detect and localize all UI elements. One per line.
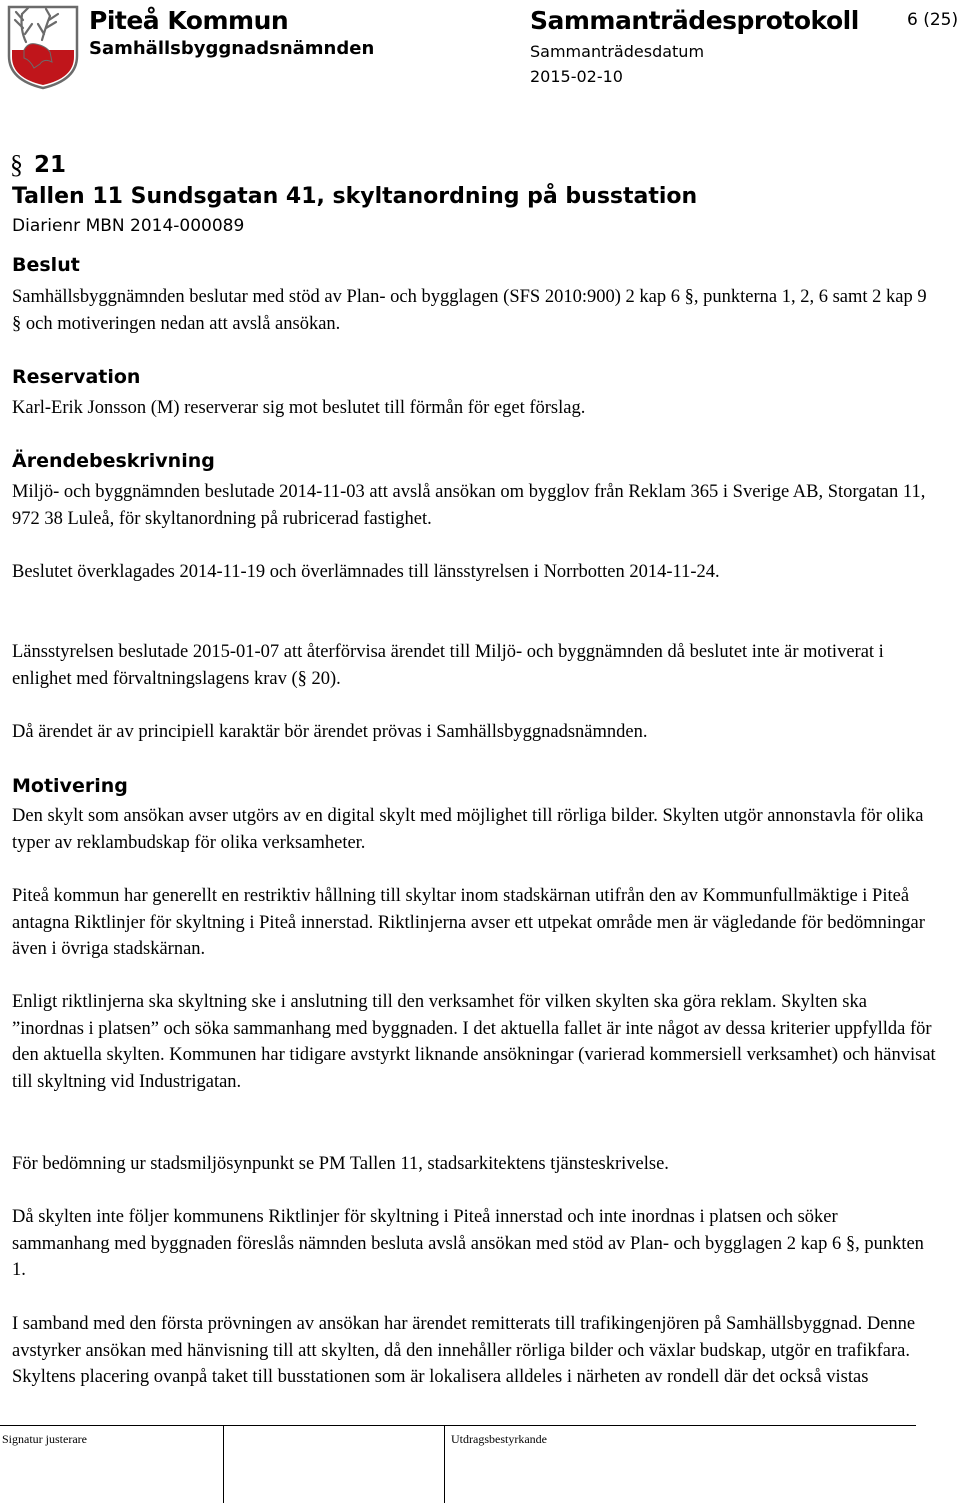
footer-column-divider xyxy=(223,1425,224,1503)
meeting-date: 2015-02-10 xyxy=(530,67,623,86)
page-number: 6 (25) xyxy=(907,10,959,30)
arendebeskrivning-paragraph: Då ärendet är av principiell karaktär bör ärendet prövas i Samhällsbyggnadsnämnden. xyxy=(12,722,648,742)
motivering-paragraph: Den skylt som ansökan avser utgörs av en digital skylt med möjlighet till rörliga bilder. Skylten utgör annonstavla för olika typer av reklambudskap för olika verksamheter. xyxy=(12,806,924,853)
section-heading-arendebeskrivning: Ärendebeskrivning xyxy=(12,450,215,472)
arendebeskrivning-paragraph: Miljö- och byggnämnden beslutade 2014-11-03 att avslå ansökan om bygglov från Reklam 365 i Sverige AB, Storgatan 11, 972 38 Luleå, för skyltanordning på rubricerad fastighet. xyxy=(12,482,926,529)
case-title: Tallen 11 Sundsgatan 41, skyltanordning på busstation xyxy=(12,184,698,209)
meeting-date-label: Sammanträdesdatum xyxy=(530,42,705,61)
motivering-paragraph: För bedömning ur stadsmiljösynpunkt se PM Tallen 11, stadsarkitektens tjänsteskrivelse. xyxy=(12,1154,669,1174)
section-symbol: § xyxy=(10,150,23,179)
extract-certification-label: Utdragsbestyrkande xyxy=(451,1432,547,1446)
arendebeskrivning-paragraph: Länsstyrelsen beslutade 2015-01-07 att återförvisa ärendet till Miljö- och byggnämnden då beslutet inte är motiverat i enlighet med förvaltningslagens krav (§ 20). xyxy=(12,642,884,689)
document-type: Sammanträdesprotokoll xyxy=(530,6,859,35)
section-heading-beslut: Beslut xyxy=(12,254,80,276)
reservation-text: Karl-Erik Jonsson (M) reserverar sig mot beslutet till förmån för eget förslag. xyxy=(12,398,586,418)
organization-name: Piteå Kommun xyxy=(89,6,289,35)
motivering-paragraph: I samband med den första prövningen av ansökan har ärendet remitterats till trafikingenjören på Samhällsbyggnad. Denne avstyrker ansökan med hänvisning till att skylten, då den innehåller rörliga bilder och växlar budskap, utgör en trafikfara. Skyltens placering ovanpå taket till busstationen som är lokalisera alldeles i närheten av rondell där det också vistas xyxy=(12,1314,916,1387)
organization-unit: Samhällsbyggnadsnämnden xyxy=(89,38,375,59)
arendebeskrivning-paragraph: Beslutet överklagades 2014-11-19 och överlämnades till länsstyrelsen i Norrbotten 2014-11-24. xyxy=(12,562,720,582)
footer-divider xyxy=(0,1425,916,1426)
diary-number: Diarienr MBN 2014-000089 xyxy=(12,216,245,236)
footer-column-divider xyxy=(444,1425,445,1503)
case-number: 21 xyxy=(34,152,67,178)
signature-field-label: Signatur justerare xyxy=(2,1432,87,1446)
municipality-logo-icon xyxy=(6,4,80,90)
section-heading-reservation: Reservation xyxy=(12,366,141,388)
motivering-paragraph: Enligt riktlinjerna ska skyltning ske i anslutning till den verksamhet för vilken skylten ska göra reklam. Skylten ska ”inordnas i platsen” och söka sammanhang med byggnaden. I det aktuella fallet är inte något av dessa kriterier uppfyllda för den aktuella skylten. Kommunen har tidigare avstyrkt liknande ansökningar (varierad kommersiell verksamhet) och hänvisat till skyltning vid Industrigatan. xyxy=(12,992,936,1092)
motivering-paragraph: Piteå kommun har generellt en restriktiv hållning till skyltar inom stadskärnan utifrån den av Kommunfullmäktige i Piteå antagna Riktlinjer för skyltning i Piteå innerstad. Riktlinjerna avser ett utpekat område men är vägledande för bedömningar även i övriga stadskärnan. xyxy=(12,886,925,959)
motivering-paragraph: Då skylten inte följer kommunens Riktlinjer för skyltning i Piteå innerstad och inte inordnas i platsen och söker sammanhang med byggnaden föreslås nämnden besluta avslå ansökan med stöd av Plan- och bygglagen 2 kap 6 §, punkten 1. xyxy=(12,1207,924,1280)
section-heading-motivering: Motivering xyxy=(12,775,128,797)
beslut-text: Samhällsbyggnämnden beslutar med stöd av Plan- och bygglagen (SFS 2010:900) 2 kap 6 §, punkterna 1, 2, 6 samt 2 kap 9 § och motiveringen nedan att avslå ansökan. xyxy=(12,287,927,334)
